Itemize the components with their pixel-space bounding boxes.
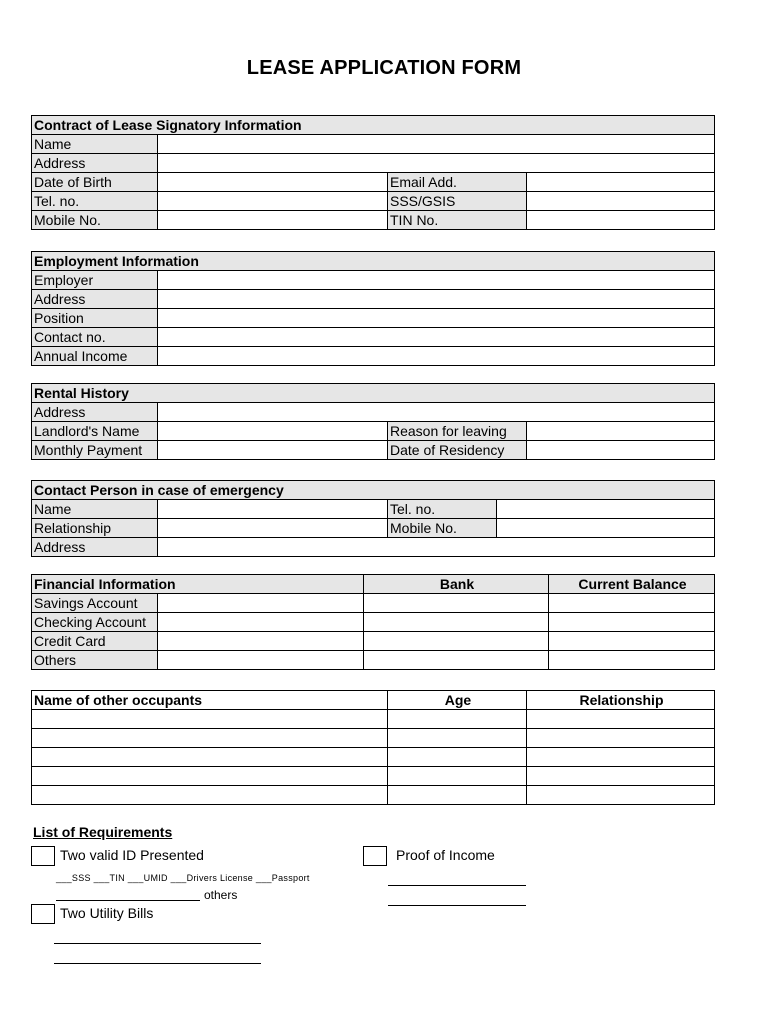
savings-field[interactable]	[158, 594, 364, 613]
residency-field[interactable]	[527, 441, 715, 460]
tel-field[interactable]	[158, 192, 388, 211]
proof-income-checkbox[interactable]	[363, 846, 387, 866]
contact-label: Contact no.	[32, 328, 158, 347]
others-label: Others	[32, 651, 158, 670]
emergency-address-field[interactable]	[158, 538, 715, 557]
rental-address-label: Address	[32, 403, 158, 422]
utility-bills-checkbox[interactable]	[31, 904, 55, 924]
residency-label: Date of Residency	[388, 441, 527, 460]
checking-field[interactable]	[158, 613, 364, 632]
occupant-relationship-field[interactable]	[527, 748, 715, 767]
occupant-relationship-header: Relationship	[527, 691, 715, 710]
emergency-tel-label: Tel. no.	[388, 500, 497, 519]
financial-table	[31, 574, 715, 670]
utility-line-2[interactable]	[54, 963, 261, 964]
checking-balance-field[interactable]	[549, 613, 715, 632]
position-field[interactable]	[158, 309, 715, 328]
credit-field[interactable]	[158, 632, 364, 651]
employment-table	[31, 251, 715, 366]
emergency-tel-field[interactable]	[497, 500, 715, 519]
employment-header: Employment Information	[32, 252, 715, 271]
proof-income-line-2[interactable]	[388, 905, 526, 906]
employer-address-label: Address	[32, 290, 158, 309]
occupant-age-field[interactable]	[388, 729, 527, 748]
occupant-age-field[interactable]	[388, 786, 527, 805]
email-field[interactable]	[527, 173, 715, 192]
occupant-name-field[interactable]	[32, 767, 388, 786]
name-field[interactable]	[158, 135, 715, 154]
sss-label: SSS/GSIS	[388, 192, 527, 211]
credit-bank-field[interactable]	[364, 632, 549, 651]
tel-label: Tel. no.	[32, 192, 158, 211]
signatory-header: Contract of Lease Signatory Information	[32, 116, 715, 135]
emergency-header: Contact Person in case of emergency	[32, 481, 715, 500]
email-label: Email Add.	[388, 173, 527, 192]
rental-header: Rental History	[32, 384, 715, 403]
contact-field[interactable]	[158, 328, 715, 347]
employer-field[interactable]	[158, 271, 715, 290]
relationship-label: Relationship	[32, 519, 158, 538]
savings-label: Savings Account	[32, 594, 158, 613]
table-row	[32, 767, 715, 786]
employer-label: Employer	[32, 271, 158, 290]
proof-income-line-1[interactable]	[388, 885, 526, 886]
occupant-name-field[interactable]	[32, 729, 388, 748]
table-row	[32, 748, 715, 767]
relationship-field[interactable]	[158, 519, 388, 538]
valid-id-checkbox[interactable]	[31, 846, 55, 866]
position-label: Position	[32, 309, 158, 328]
checking-bank-field[interactable]	[364, 613, 549, 632]
sss-field[interactable]	[527, 192, 715, 211]
utility-bills-label: Two Utility Bills	[60, 905, 154, 921]
emergency-mobile-label: Mobile No.	[388, 519, 497, 538]
financial-header: Financial Information	[32, 575, 364, 594]
dob-field[interactable]	[158, 173, 388, 192]
emergency-name-label: Name	[32, 500, 158, 519]
occupant-name-field[interactable]	[32, 710, 388, 729]
credit-label: Credit Card	[32, 632, 158, 651]
occupant-age-field[interactable]	[388, 767, 527, 786]
address-label: Address	[32, 154, 158, 173]
occupant-name-field[interactable]	[32, 748, 388, 767]
rental-table	[31, 383, 715, 460]
monthly-field[interactable]	[158, 441, 388, 460]
others-bank-field[interactable]	[364, 651, 549, 670]
income-label: Annual Income	[32, 347, 158, 366]
occupants-header: Name of other occupants	[32, 691, 388, 710]
savings-balance-field[interactable]	[549, 594, 715, 613]
reason-field[interactable]	[527, 422, 715, 441]
landlord-field[interactable]	[158, 422, 388, 441]
occupant-relationship-field[interactable]	[527, 729, 715, 748]
checking-label: Checking Account	[32, 613, 158, 632]
form-title: LEASE APPLICATION FORM	[246, 57, 522, 79]
tin-label: TIN No.	[388, 211, 527, 230]
employer-address-field[interactable]	[158, 290, 715, 309]
rental-address-field[interactable]	[158, 403, 715, 422]
monthly-label: Monthly Payment	[32, 441, 158, 460]
mobile-label: Mobile No.	[32, 211, 158, 230]
balance-header: Current Balance	[549, 575, 715, 594]
others-balance-field[interactable]	[549, 651, 715, 670]
reason-label: Reason for leaving	[388, 422, 527, 441]
requirements-title: List of Requirements	[33, 824, 173, 840]
income-field[interactable]	[158, 347, 715, 366]
table-row	[32, 786, 715, 805]
emergency-address-label: Address	[32, 538, 158, 557]
emergency-name-field[interactable]	[158, 500, 388, 519]
occupant-name-field[interactable]	[32, 786, 388, 805]
table-row	[32, 729, 715, 748]
mobile-field[interactable]	[158, 211, 388, 230]
credit-balance-field[interactable]	[549, 632, 715, 651]
dob-label: Date of Birth	[32, 173, 158, 192]
signatory-table	[31, 115, 715, 230]
proof-income-label: Proof of Income	[396, 847, 495, 863]
address-field[interactable]	[158, 154, 715, 173]
occupant-age-field[interactable]	[388, 748, 527, 767]
valid-id-label: Two valid ID Presented	[60, 847, 204, 863]
savings-bank-field[interactable]	[364, 594, 549, 613]
landlord-label: Landlord's Name	[32, 422, 158, 441]
id-types-text: ___SSS ___TIN ___UMID ___Drivers License ___Passport	[56, 873, 310, 883]
bank-header: Bank	[364, 575, 549, 594]
table-row	[32, 710, 715, 729]
occupant-age-field[interactable]	[388, 710, 527, 729]
occupants-table	[31, 690, 715, 805]
emergency-table	[31, 480, 715, 557]
occupant-relationship-field[interactable]	[527, 710, 715, 729]
occupant-relationship-field[interactable]	[527, 786, 715, 805]
occupant-relationship-field[interactable]	[527, 767, 715, 786]
others-text: others	[204, 888, 238, 902]
others-line[interactable]	[56, 900, 200, 901]
tin-field[interactable]	[527, 211, 715, 230]
utility-line-1[interactable]	[54, 943, 261, 944]
emergency-mobile-field[interactable]	[497, 519, 715, 538]
name-label: Name	[32, 135, 158, 154]
age-header: Age	[388, 691, 527, 710]
others-field[interactable]	[158, 651, 364, 670]
